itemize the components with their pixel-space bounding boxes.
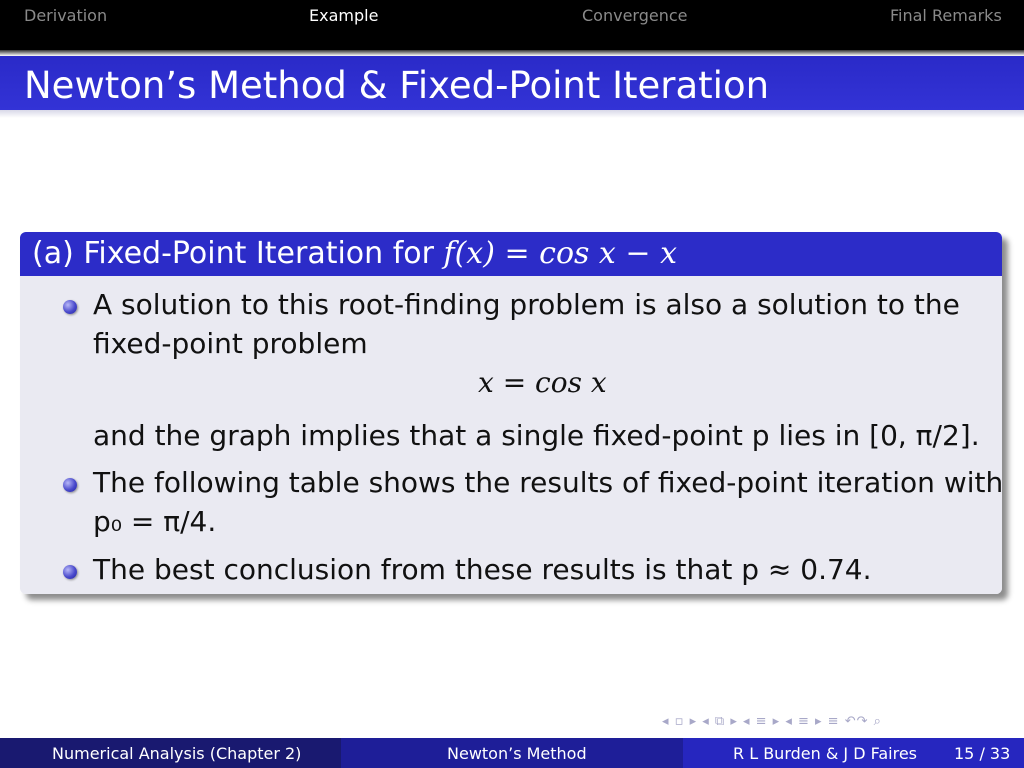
nav-section-final-remarks[interactable]: Final Remarks: [890, 6, 1002, 25]
bullet-icon: [63, 478, 77, 492]
footer-center-panel: [341, 738, 683, 768]
block-header: [20, 232, 1002, 276]
block-title-text: (a) Fixed-Point Iteration for: [32, 236, 444, 271]
footer-right-panel: [683, 738, 1024, 768]
bullet-2-line-2: p₀ = π/4.: [93, 505, 217, 538]
footer-topic: Newton’s Method: [447, 744, 587, 763]
block-title: [32, 236, 677, 271]
footer-bar: [0, 738, 1024, 768]
title-shadow: [0, 110, 1024, 118]
bullet-2-line-1: The following table shows the results of fixed-point iteration with: [93, 466, 1004, 499]
section-navigation-bar: [0, 0, 1024, 50]
footer-page-number: 15 / 33: [954, 744, 1011, 763]
content-block: [20, 232, 1002, 594]
nav-section-derivation[interactable]: Derivation: [24, 6, 108, 25]
footer-authors: R L Burden & J D Faires: [733, 744, 918, 763]
bullet-1-line-2: fixed-point problem: [93, 327, 368, 360]
display-equation: x = cos x: [478, 366, 607, 399]
footer-course: Numerical Analysis (Chapter 2): [52, 744, 302, 763]
nav-section-example[interactable]: Example: [309, 6, 379, 25]
block-title-math: f(x) = cos x − x: [443, 236, 677, 271]
footer-left-panel: [0, 738, 341, 768]
nav-section-convergence[interactable]: Convergence: [582, 6, 688, 25]
bullet-icon: [63, 300, 77, 314]
bullet-3-line-1: The best conclusion from these results is that p ≈ 0.74.: [93, 553, 872, 586]
bullet-1-line-1: A solution to this root-finding problem is also a solution to the: [93, 288, 960, 321]
beamer-navigation-icons[interactable]: ◂ ▫ ▸ ◂ ⧉ ▸ ◂ ≡ ▸ ◂ ≡ ▸ ≡ ↶↷ ⌕: [662, 714, 882, 729]
frame-title: Newton’s Method & Fixed-Point Iteration: [24, 64, 770, 107]
block-body: [20, 276, 1002, 594]
bullet-icon: [63, 565, 77, 579]
bullet-1-line-3: and the graph implies that a single fixed-point p lies in [0, π/2].: [93, 419, 980, 452]
